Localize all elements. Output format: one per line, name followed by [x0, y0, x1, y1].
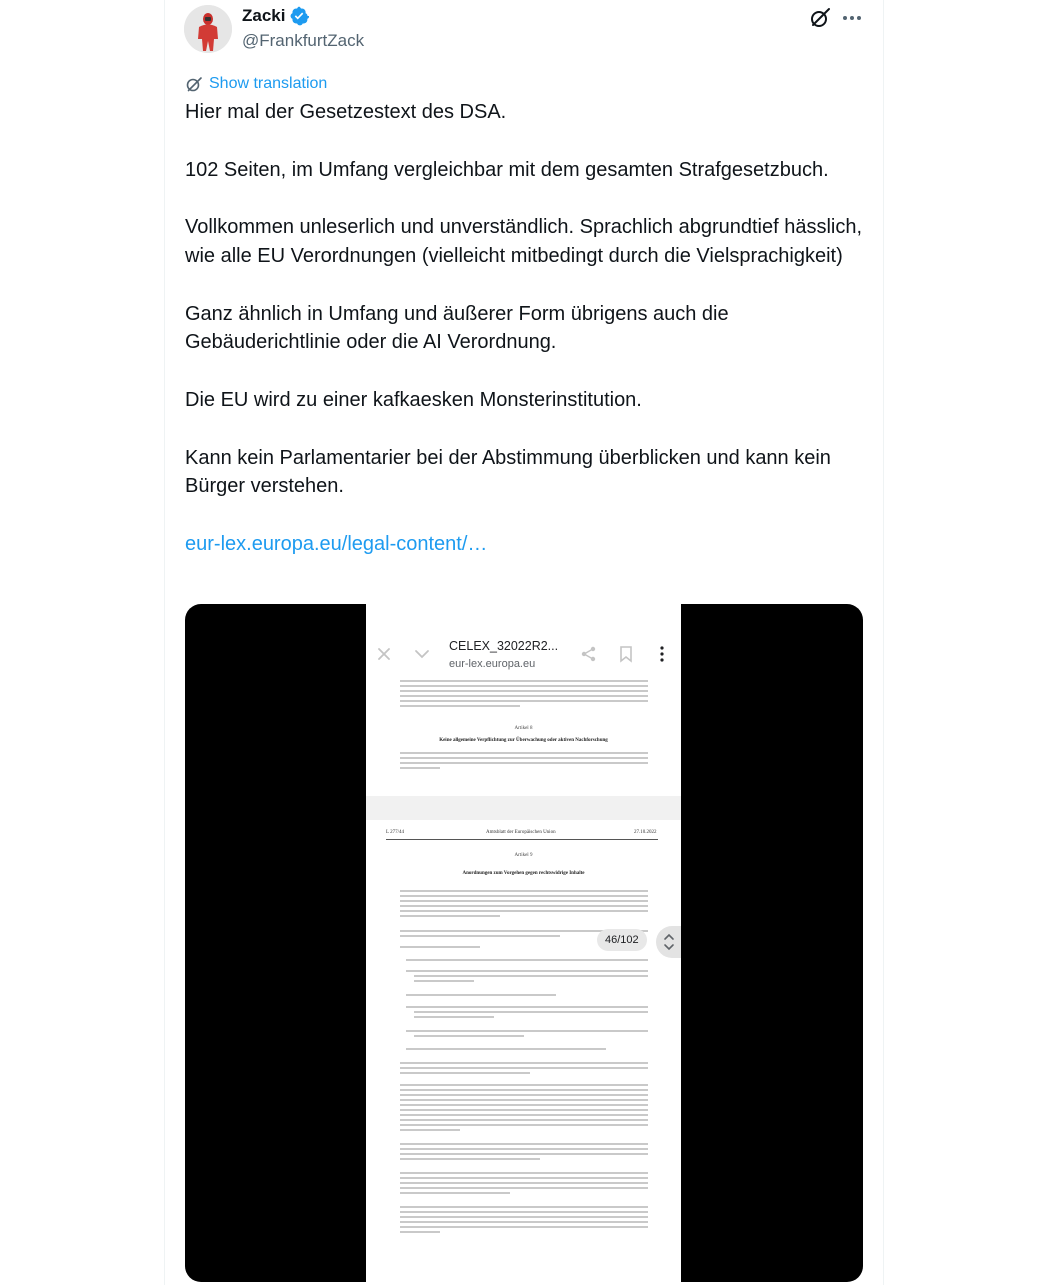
share-icon — [580, 645, 598, 663]
doc-text-line — [400, 1216, 648, 1218]
doc-text-line — [414, 975, 648, 977]
grok-icon[interactable] — [808, 6, 832, 30]
doc-text-line — [400, 890, 648, 892]
doc-text-line — [400, 1124, 648, 1126]
tweet-paragraph: Vollkommen unleserlich und unverständlich. Sprachlich abgrundtief hässlich, wie alle EU Verordnungen (vielleicht mitbedingt durch die Vielsprachigkeit) — [185, 216, 863, 267]
doc-text-line — [400, 685, 648, 687]
doc-text-line — [400, 1104, 648, 1106]
doc-text-line — [406, 994, 556, 996]
doc-text-line — [400, 767, 440, 769]
menu-icon — [653, 645, 671, 663]
video-frame — [366, 604, 681, 1282]
doc-text-line — [400, 1182, 648, 1184]
doc-article-title: Anordnungen zum Vorgehen gegen rechtswidrige Inhalte — [462, 871, 585, 876]
pdf-host: eur-lex.europa.eu — [449, 658, 536, 670]
doc-journal-title: Amtsblatt der Europäischen Union — [486, 830, 556, 835]
doc-text-line — [406, 1030, 648, 1032]
doc-text-line — [400, 752, 648, 754]
doc-text-line — [400, 1187, 648, 1189]
pdf-page-current — [366, 820, 681, 1282]
doc-text-line — [400, 1231, 440, 1233]
bookmark-icon — [617, 645, 635, 663]
doc-text-line — [400, 1192, 510, 1194]
scroll-handle — [656, 926, 681, 958]
doc-article-heading: Artikel 8 — [514, 726, 533, 731]
doc-date: 27.10.2022 — [634, 830, 657, 835]
tweet-paragraph: Kann kein Parlamentarier bei der Abstimmung überblicken und kann kein Bürger verstehen. — [185, 446, 831, 498]
doc-text-line — [400, 1143, 648, 1145]
doc-article-heading: Artikel 9 — [514, 853, 533, 858]
doc-text-line — [406, 970, 648, 972]
doc-text-line — [400, 705, 520, 707]
close-icon — [374, 644, 394, 664]
pdf-title: CELEX_32022R2... — [449, 639, 559, 653]
doc-text-line — [400, 1129, 460, 1131]
doc-text-line — [400, 1177, 648, 1179]
doc-text-line — [414, 980, 474, 982]
more-icon[interactable] — [840, 6, 864, 30]
chevron-down-icon — [412, 644, 432, 664]
doc-text-line — [400, 935, 560, 937]
tweet-paragraph: Ganz ähnlich in Umfang und äußerer Form übrigens auch die Gebäuderichtlinie oder die AI Verordnung. — [185, 302, 729, 354]
doc-text-line — [400, 695, 648, 697]
show-translation[interactable] — [185, 75, 327, 93]
doc-text-line — [400, 1226, 648, 1228]
translate-icon — [185, 75, 203, 93]
doc-text-line — [400, 946, 480, 948]
doc-text-line — [414, 1035, 524, 1037]
doc-text-line — [400, 900, 648, 902]
verified-badge-icon — [289, 6, 309, 26]
page-separator — [366, 796, 681, 820]
pdf-page-previous — [366, 676, 681, 796]
doc-text-line — [400, 1072, 530, 1074]
doc-text-line — [400, 1114, 648, 1116]
doc-text-line — [400, 1109, 648, 1111]
doc-text-line — [400, 700, 648, 702]
doc-text-line — [400, 1211, 648, 1213]
doc-text-line — [400, 1084, 648, 1086]
tweet-paragraph: Die EU wird zu einer kafkaesken Monsterinstitution. — [185, 388, 642, 411]
doc-text-line — [400, 1206, 648, 1208]
doc-text-line — [400, 1094, 648, 1096]
doc-text-line — [414, 1011, 648, 1013]
doc-text-line — [406, 1048, 606, 1050]
tweet-paragraph: 102 Seiten, im Umfang vergleichbar mit dem gesamten Strafgesetzbuch. — [185, 158, 829, 181]
doc-text-line — [400, 1119, 648, 1121]
author-handle[interactable]: @FrankfurtZack — [242, 31, 365, 50]
doc-text-line — [400, 915, 500, 917]
doc-text-line — [400, 757, 648, 759]
doc-text-line — [400, 690, 648, 692]
doc-text-line — [400, 1089, 648, 1091]
doc-text-line — [400, 1062, 648, 1064]
pdf-page-counter: 46/102 — [597, 929, 647, 951]
show-translation-label[interactable]: Show translation — [209, 75, 328, 92]
doc-text-line — [400, 905, 648, 907]
doc-text-line — [406, 959, 648, 961]
display-name[interactable]: Zacki — [242, 6, 286, 25]
video-player[interactable] — [185, 604, 863, 1282]
doc-text-line — [400, 1158, 540, 1160]
doc-text-line — [400, 1099, 648, 1101]
tweet-paragraph: Hier mal der Gesetzestext des DSA. — [185, 101, 507, 123]
doc-text-line — [400, 910, 648, 912]
doc-text-line — [400, 1221, 648, 1223]
doc-text-line — [400, 1153, 648, 1155]
tweet-text — [185, 98, 875, 588]
external-link[interactable]: eur-lex.europa.eu/legal-content/… — [185, 532, 488, 555]
avatar[interactable] — [184, 5, 232, 53]
doc-text-line — [400, 895, 648, 897]
doc-text-line — [400, 1148, 648, 1150]
doc-text-line — [414, 1016, 494, 1018]
author-name-row[interactable] — [242, 6, 309, 26]
doc-text-line — [400, 1067, 648, 1069]
doc-text-line — [400, 680, 648, 682]
doc-text-line — [400, 1172, 648, 1174]
video-duration: 0:45 — [24, 1243, 54, 1260]
doc-text-line — [406, 1006, 648, 1008]
doc-page-number: L 277/44 — [386, 830, 405, 835]
doc-text-line — [400, 762, 648, 764]
pdf-toolbar — [366, 604, 681, 676]
doc-header-rule — [386, 839, 658, 840]
doc-article-title: Keine allgemeine Verpflichtung zur Überwachung oder aktiven Nachforschung — [439, 738, 608, 743]
